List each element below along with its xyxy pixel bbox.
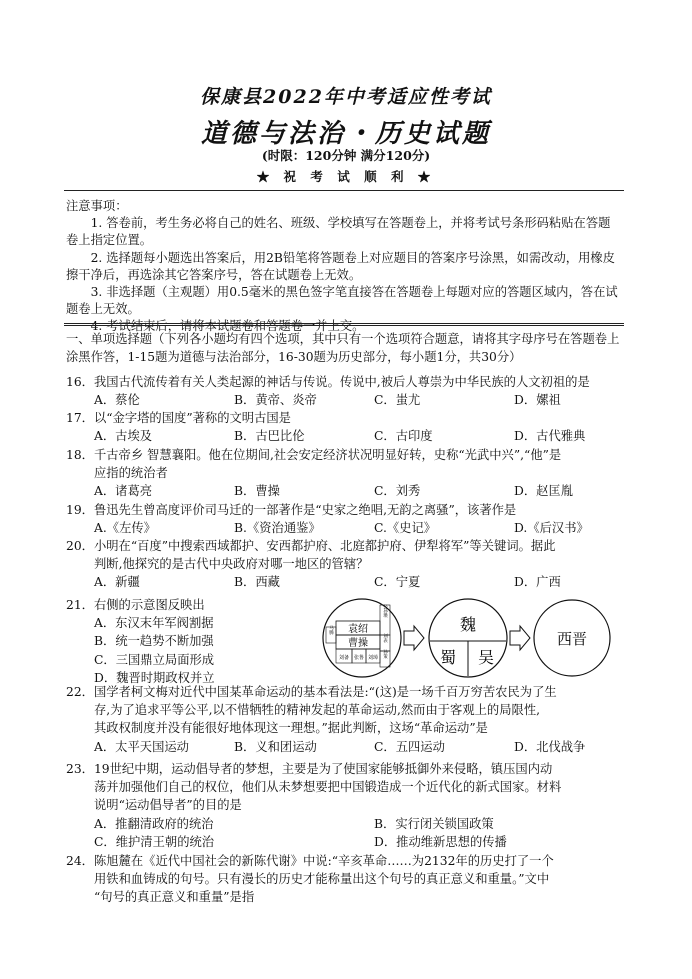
exam-time-info: (时限：120分钟 满分120分) xyxy=(261,148,431,163)
exam-title: 保康县2022年中考适应性考试 xyxy=(200,86,492,108)
option-c: C．古印度 xyxy=(374,429,433,444)
question-number: 17． xyxy=(66,411,94,425)
diagram-small-label: 孙策 xyxy=(382,649,388,659)
diagram-arrow-1 xyxy=(404,626,424,650)
question-text-line xyxy=(66,555,626,573)
diagram-small-label: 刘璋 xyxy=(367,655,379,661)
question-text: 小明在“百度”中搜索西域都护、安西都护府、北庭都护府、伊犁将军”等关键词。据此 xyxy=(93,539,556,553)
question-text-line xyxy=(66,888,626,906)
question-text: 我国古代流传着有关人类起源的神话与传说。传说中,被后人尊崇为中华民族的人文初祖的是 xyxy=(93,375,590,389)
option-b: B．曹操 xyxy=(234,484,280,499)
question-text: 判断,他探究的是古代中央政府对哪一地区的管辖？ xyxy=(94,557,369,572)
note-item: 1. 答卷前，考生务必将自己的姓名、班级、学校填写在答题卷上，并将考试号条形码粘贴在答题卷上指定位置。 xyxy=(66,216,611,248)
option-d: D．广西 xyxy=(514,575,561,590)
notes-heading: 注意事项： xyxy=(66,199,128,213)
question-text-line xyxy=(66,760,626,778)
option-a: A．古埃及 xyxy=(94,429,153,444)
question-text: 说明“运动倡导者”的目的是 xyxy=(94,798,242,813)
question-number: 23． xyxy=(66,762,94,776)
option-a: A．蔡伦 xyxy=(94,393,140,408)
question-18 xyxy=(66,446,626,501)
option-d: D．推动维新思想的传播 xyxy=(374,834,507,849)
question-text-line xyxy=(66,373,626,391)
diagram-small-label: 马腾 xyxy=(328,625,334,635)
options-row xyxy=(66,519,626,537)
question-text-line xyxy=(66,464,626,482)
option-c: C．刘秀 xyxy=(374,484,421,499)
question-number: 18． xyxy=(66,448,94,462)
diagram-label: 曹操 xyxy=(348,638,368,649)
options-row xyxy=(66,482,626,500)
question-text: 用铁和血铸成的句号。只有漫长的历史才能称量出这个句号的真正意义和重量。”文中 xyxy=(94,872,550,887)
question-number: 24． xyxy=(66,854,94,868)
question-text: 其政权制度并没有能很好地体现这一理想。”据此判断，这场“革命运动”是 xyxy=(94,721,488,736)
question-text: 千古帝乡 智慧襄阳。他在位期间,社会安定经济状况明显好转，史称“光武中兴”,“他”是 xyxy=(93,448,562,462)
question-text: 19世纪中期，运动倡导者的梦想，主要是为了使国家能够抵御外来侵略，镇压国内动 xyxy=(93,762,553,776)
question-text-line xyxy=(66,446,626,464)
option-c: C.《史记》 xyxy=(374,521,437,536)
question-text: “句号的真正意义和重量”是指 xyxy=(94,890,255,905)
question-text: 国学者柯文梅对近代中国某革命运动的基本看法是:“(这)是一场千百万穷苦农民为了生 xyxy=(93,685,557,699)
question-text-line xyxy=(66,852,626,870)
question-number: 20． xyxy=(66,539,94,553)
question-number: 21． xyxy=(66,598,94,612)
option-d: D．嫘祖 xyxy=(514,393,561,408)
options-row xyxy=(66,833,626,851)
question-20 xyxy=(66,537,626,592)
question-text-line xyxy=(66,796,626,814)
question-text-line xyxy=(66,870,626,888)
question-22 xyxy=(66,683,626,756)
question-text: 以“金字塔的国度”著称的文明古国是 xyxy=(93,411,291,425)
section-intro: 一、单项选择题（下列各小题均有四个选项，其中只有一个选项符合题意，请将其字母序号在答题卷上涂黑作答，1-15题为道德与法治部分，16-30题为历史部分，每小题1分，共30分） xyxy=(66,332,620,364)
note-item: 2. 选择题每小题选出答案后，用2B铅笔将答题卷上对应题目的答案序号涂黑，如需改动，用橡皮擦干净后，再选涂其它答案序号，答在试题卷上无效。 xyxy=(66,250,615,282)
note-item: 3. 非选择题（主观题）用0.5毫米的黑色签字笔直接答在答题卷上每题对应的答题区域内，答在试题卷上无效。 xyxy=(66,285,618,317)
question-16 xyxy=(66,373,626,409)
option-d: D．北伐战争 xyxy=(514,739,586,754)
question-text: 右侧的示意图反映出 xyxy=(93,598,205,612)
question-text-line xyxy=(66,409,626,427)
option-a: A.《左传》 xyxy=(94,521,156,536)
option-a: A．太平天国运动 xyxy=(94,739,189,754)
diagram-small-label: 张鲁 xyxy=(353,655,365,661)
question-text-line xyxy=(66,701,626,719)
options-row xyxy=(66,391,626,409)
option-b: B．西藏 xyxy=(234,575,280,590)
option-a: A．新疆 xyxy=(94,575,140,590)
question-text-line xyxy=(66,537,626,555)
question-text-line xyxy=(66,501,626,519)
diagram-label-wu: 吴 xyxy=(477,648,495,667)
question-number: 19． xyxy=(66,503,94,517)
diagram-small-label: 公孙瓒 xyxy=(382,604,388,618)
option-a: A．诸葛亮 xyxy=(94,484,153,499)
three-kingdoms-diagram xyxy=(322,597,622,679)
question-text: 荡并加强他们自己的权位，他们从未梦想要把中国锻造成一个近代化的新式国家。材料 xyxy=(94,780,562,795)
question-number: 16． xyxy=(66,375,94,389)
option-a: A．东汉末年军阀割据 xyxy=(94,616,214,631)
option-d: D．魏晋时期政权并立 xyxy=(94,670,215,685)
question-number: 22． xyxy=(66,685,94,699)
options-row xyxy=(66,738,626,756)
option-b: B．实行闭关锁国政策 xyxy=(374,816,494,831)
option-b: B．义和团运动 xyxy=(234,739,317,754)
question-23 xyxy=(66,760,626,851)
diagram-small-label: 刘备 xyxy=(338,655,350,661)
option-c: C．五四运动 xyxy=(374,739,445,754)
options-row xyxy=(66,815,626,833)
options-row xyxy=(66,573,626,591)
option-b: B．古巴比伦 xyxy=(234,429,305,444)
diagram-label-xijin: 西晋 xyxy=(556,630,588,648)
option-c: C．宁夏 xyxy=(374,575,421,590)
diagram-arrow-2 xyxy=(510,626,530,650)
question-text-line xyxy=(66,683,626,701)
option-d: D．赵匡胤 xyxy=(514,484,574,499)
exam-blessing: ★ 祝 考 试 顺 利 ★ xyxy=(256,169,436,184)
question-text-line xyxy=(66,719,626,737)
option-d: D.《后汉书》 xyxy=(514,521,589,536)
option-b: B．黄帝、炎帝 xyxy=(234,393,317,408)
header-rule xyxy=(64,190,624,191)
diagram-small-label: 刘表 xyxy=(382,633,388,643)
note-item: 4. 考试结束后，请将本试题卷和答题卷一并上交。 xyxy=(90,319,365,334)
diagram-label-shu: 蜀 xyxy=(439,648,457,667)
option-a: A．推翻清政府的统治 xyxy=(94,816,214,831)
option-c: C．维护清王朝的统治 xyxy=(94,834,215,849)
option-d: D．古代雅典 xyxy=(514,429,586,444)
exam-subject: 道德与法治・历史试题 xyxy=(200,119,491,149)
question-text: 鲁迅先生曾高度评价司马迁的一部著作是“史家之绝唱,无韵之离骚”，该著作是 xyxy=(93,503,517,517)
notes-rule xyxy=(64,323,624,326)
option-b: B．统一趋势不断加强 xyxy=(94,634,214,649)
question-17 xyxy=(66,409,626,445)
options-row xyxy=(66,427,626,445)
question-text: 存,为了追求平等公平,以不惜牺牲的精神发起的革命运动,然而由于客观上的局限性, xyxy=(94,703,541,718)
option-c: C．蚩尤 xyxy=(374,393,421,408)
option-c: C．三国鼎立局面形成 xyxy=(94,652,215,667)
notes-block xyxy=(66,198,622,336)
question-19 xyxy=(66,501,626,537)
question-text: 应指的统治者 xyxy=(94,466,168,481)
option-b: B.《资治通鉴》 xyxy=(234,521,321,536)
diagram-label: 袁绍 xyxy=(348,624,368,635)
question-24 xyxy=(66,852,626,907)
diagram-label-wei: 魏 xyxy=(459,615,477,634)
question-text-line xyxy=(66,778,626,796)
question-text: 陈旭麓在《近代中国社会的新陈代谢》中说:“辛亥革命……为2132年的历史打了一个 xyxy=(93,854,554,868)
